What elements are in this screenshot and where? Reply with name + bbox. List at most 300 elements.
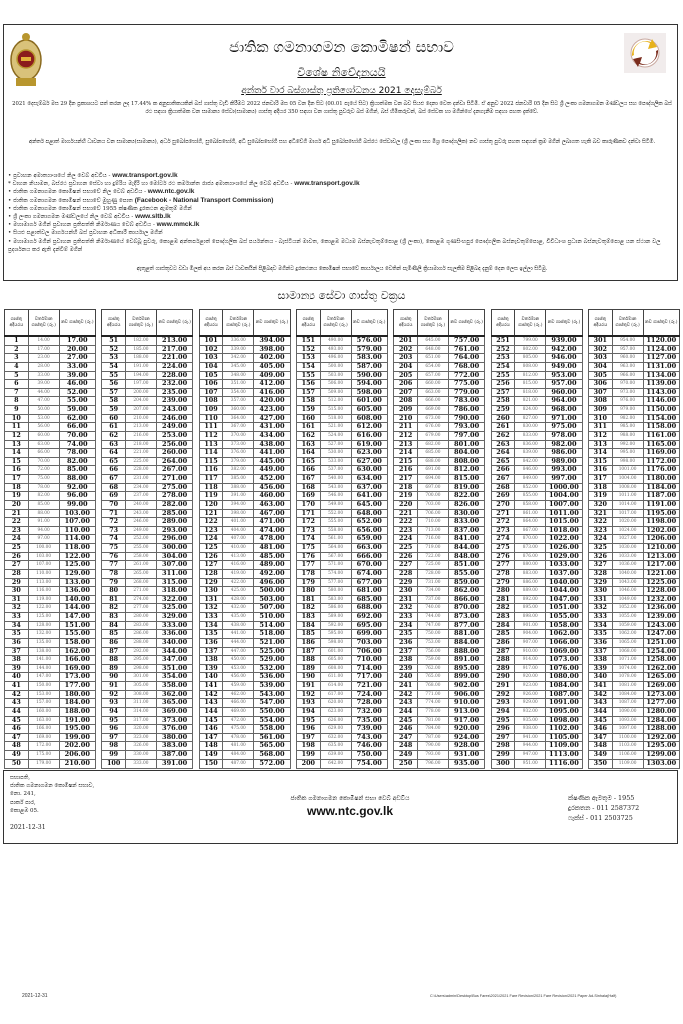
new-fare: 997.00: [546, 475, 582, 484]
current-fare: 963.00: [612, 362, 643, 371]
new-fare: 1000.00: [546, 483, 582, 492]
fare-stage: 158: [296, 397, 320, 406]
fare-stage: 253: [491, 354, 515, 363]
fare-stage: 311: [588, 423, 612, 432]
current-fare: 812.00: [515, 371, 546, 380]
current-fare: 172.00: [28, 742, 59, 751]
current-fare: 552.00: [320, 509, 351, 518]
new-fare: 862.00: [448, 587, 484, 596]
new-fare: 695.00: [351, 621, 387, 630]
table-row: [5, 380, 96, 389]
fare-stage: 86: [102, 638, 126, 647]
fare-stage: 95: [102, 716, 126, 725]
new-fare: 169.00: [59, 664, 95, 673]
new-fare: 1055.00: [546, 613, 582, 622]
fare-stage: 161: [296, 423, 320, 432]
current-fare: 97.00: [28, 535, 59, 544]
current-fare: 734.00: [417, 587, 448, 596]
current-fare: 153.00: [28, 690, 59, 699]
new-fare: 1284.00: [643, 716, 679, 725]
fare-stage: 346: [588, 725, 612, 734]
fare-stage: 323: [588, 526, 612, 535]
new-fare: 387.00: [156, 751, 192, 760]
current-fare: 506.00: [320, 380, 351, 389]
fare-stage: 272: [491, 518, 515, 527]
new-fare: 99.00: [59, 500, 95, 509]
fare-stage: 312: [588, 431, 612, 440]
fare-stage: 234: [394, 621, 418, 630]
fare-stage: 45: [5, 716, 29, 725]
current-fare: 225.00: [125, 457, 156, 466]
table-row: [102, 475, 193, 484]
new-fare: 819.00: [448, 483, 484, 492]
current-fare: 1093.00: [612, 716, 643, 725]
new-fare: 296.00: [156, 535, 192, 544]
fare-stage: 335: [588, 630, 612, 639]
fare-stage: 60: [102, 414, 126, 423]
fare-stage: 14: [5, 449, 29, 458]
current-fare: 125.00: [28, 613, 59, 622]
fare-stage: 65: [102, 457, 126, 466]
link-transport-state[interactable]: www.transport.gov.lk: [294, 180, 360, 188]
table-row: [588, 751, 679, 760]
fare-stage: 31: [5, 595, 29, 604]
current-fare: 323.00: [125, 733, 156, 742]
new-fare: 500.00: [254, 587, 290, 596]
current-fare: 122.00: [28, 604, 59, 613]
new-fare: 812.00: [448, 466, 484, 475]
new-fare: 529.00: [254, 656, 290, 665]
current-fare: 1052.00: [612, 604, 643, 613]
fare-stage: 53: [102, 354, 126, 363]
new-fare: 881.00: [448, 630, 484, 639]
fare-stage: 292: [491, 690, 515, 699]
new-fare: 1280.00: [643, 707, 679, 716]
fare-stage: 199: [296, 751, 320, 760]
table-row: [199, 518, 290, 527]
current-fare: 901.00: [515, 621, 546, 630]
link-ntc[interactable]: www.ntc.gov.lk: [147, 188, 195, 196]
new-fare: 1124.00: [643, 345, 679, 354]
fare-stage: 54: [102, 362, 126, 371]
table-row: [491, 751, 582, 760]
new-fare: 1018.00: [546, 526, 582, 535]
new-fare: 543.00: [254, 690, 290, 699]
new-fare: 391.00: [156, 759, 192, 768]
current-fare: 419.00: [223, 569, 254, 578]
list-item: • ශ්‍රී ලංකා ගමනාගමන මණ්ඩලයේ නිල වෙබ් අඩවිය - www.sltb.lk: [8, 213, 171, 221]
new-fare: 17.00: [59, 336, 95, 345]
fare-stage: 46: [5, 725, 29, 734]
current-fare: 453.00: [223, 664, 254, 673]
new-fare: 924.00: [448, 733, 484, 742]
table-row: [394, 380, 485, 389]
table-row: [199, 725, 290, 734]
fare-stage: 124: [199, 535, 223, 544]
new-fare: 1150.00: [643, 406, 679, 415]
table-row: [394, 449, 485, 458]
new-fare: 1210.00: [643, 544, 679, 553]
current-fare: 719.00: [417, 544, 448, 553]
new-fare: 307.00: [156, 561, 192, 570]
fare-stage: 103: [199, 354, 223, 363]
fare-stage: 44: [5, 707, 29, 716]
current-fare: 706.00: [417, 509, 448, 518]
fare-stage: 191: [296, 682, 320, 691]
current-fare: 533.00: [320, 457, 351, 466]
table-row: [394, 336, 485, 345]
new-fare: 783.00: [448, 397, 484, 406]
table-row: [296, 362, 387, 371]
new-fare: 888.00: [448, 647, 484, 656]
current-fare: 784.00: [417, 725, 448, 734]
current-fare: 91.00: [28, 518, 59, 527]
current-fare: 558.00: [320, 526, 351, 535]
fare-stage: 276: [491, 552, 515, 561]
fare-stage: 247: [394, 733, 418, 742]
table-row: [102, 500, 193, 509]
new-fare: 761.00: [448, 345, 484, 354]
fare-stage: 207: [394, 388, 418, 397]
new-fare: 848.00: [448, 552, 484, 561]
current-fare: 333.00: [125, 759, 156, 768]
new-fare: 931.00: [448, 751, 484, 760]
new-fare: 1176.00: [643, 466, 679, 475]
new-fare: 1087.00: [546, 690, 582, 699]
current-fare: 793.00: [417, 751, 448, 760]
current-fare: 1027.00: [612, 535, 643, 544]
fare-stage: 172: [296, 518, 320, 527]
table-row: [5, 759, 96, 768]
table-row: [102, 380, 193, 389]
new-fare: 971.00: [546, 414, 582, 423]
new-fare: 550.00: [254, 707, 290, 716]
current-fare: 1065.00: [612, 638, 643, 647]
fare-stage: 3: [5, 354, 29, 363]
table-row: [394, 475, 485, 484]
current-fare: 493.00: [320, 345, 351, 354]
new-fare: 118.00: [59, 544, 95, 553]
fare-stage: 164: [296, 449, 320, 458]
fare-stage: 258: [491, 397, 515, 406]
header-new-fare: නව ගාස්තුව (රු.): [546, 310, 582, 337]
fare-stage: 130: [199, 587, 223, 596]
current-fare: 175.00: [28, 751, 59, 760]
current-fare: 555.00: [320, 518, 351, 527]
table-row: [102, 613, 193, 622]
new-fare: 623.00: [351, 449, 387, 458]
new-fare: 1051.00: [546, 604, 582, 613]
new-fare: 278.00: [156, 492, 192, 501]
new-fare: 110.00: [59, 526, 95, 535]
link-facebook[interactable]: (Facebook - National Transport Commission): [134, 196, 274, 204]
new-fare: 568.00: [254, 751, 290, 760]
fare-stage: 347: [588, 733, 612, 742]
new-fare: 739.00: [351, 725, 387, 734]
fare-stage: 338: [588, 656, 612, 665]
fare-stage: 7: [5, 388, 29, 397]
new-fare: 1109.00: [546, 742, 582, 751]
current-fare: 231.00: [125, 475, 156, 484]
current-fare: 351.00: [223, 380, 254, 389]
new-fare: 162.00: [59, 647, 95, 656]
new-fare: 1091.00: [546, 699, 582, 708]
fare-stage: 187: [296, 647, 320, 656]
fare-stage: 275: [491, 544, 515, 553]
fare-stage: 302: [588, 345, 612, 354]
current-fare: 883.00: [515, 569, 546, 578]
current-fare: 796.00: [417, 759, 448, 768]
fare-stage: 336: [588, 638, 612, 647]
list-item: • සියළු පළාත්වල මාර්ගයන්හි බස් ප්‍රවාහන අධිකාරී කාර්යාල මගින්: [8, 230, 163, 237]
new-fare: 855.00: [448, 569, 484, 578]
new-fare: 1169.00: [643, 449, 679, 458]
fare-stage: 23: [5, 526, 29, 535]
fare-stage: 26: [5, 552, 29, 561]
new-fare: 173.00: [59, 673, 95, 682]
table-row: [588, 707, 679, 716]
current-fare: 135.00: [28, 638, 59, 647]
website-link[interactable]: www.ntc.gov.lk: [306, 804, 393, 818]
current-fare: 778.00: [417, 707, 448, 716]
fare-stage: 269: [491, 492, 515, 501]
current-fare: 345.00: [223, 362, 254, 371]
current-fare: 1071.00: [612, 656, 643, 665]
table-row: [102, 638, 193, 647]
new-fare: 764.00: [448, 354, 484, 363]
new-fare: 583.00: [351, 354, 387, 363]
new-fare: 1292.00: [643, 733, 679, 742]
new-fare: 420.00: [254, 397, 290, 406]
current-fare: 632.00: [320, 733, 351, 742]
new-fare: 652.00: [351, 518, 387, 527]
current-fare: 1055.00: [612, 613, 643, 622]
fare-stage: 133: [199, 613, 223, 622]
new-fare: 210.00: [59, 759, 95, 768]
fare-stage: 19: [5, 492, 29, 501]
fare-stage: 194: [296, 707, 320, 716]
fare-stage: 110: [199, 414, 223, 423]
header-stage: ගාස්තු අදියරය: [296, 310, 320, 337]
table-row: [296, 638, 387, 647]
current-fare: 1020.00: [612, 518, 643, 527]
new-fare: 746.00: [351, 742, 387, 751]
new-fare: 1299.00: [643, 751, 679, 760]
table-row: [296, 431, 387, 440]
link-sltb[interactable]: www.sltb.lk: [135, 213, 171, 221]
fare-stage: 78: [102, 569, 126, 578]
current-fare: 787.00: [417, 733, 448, 742]
table-row: [394, 431, 485, 440]
fare-stage: 24: [5, 535, 29, 544]
new-fare: 88.00: [59, 475, 95, 484]
fare-stage: 20: [5, 500, 29, 509]
table-row: [491, 544, 582, 553]
table-row: [199, 707, 290, 716]
new-fare: 1098.00: [546, 716, 582, 725]
new-fare: 325.00: [156, 604, 192, 613]
current-fare: 781.00: [417, 716, 448, 725]
list-item: • මහාමාර්ග මගීන් ප්‍රවාහන ප්‍රතිපත්ති නිර්මාණය වෙබ් අඩවිය - www.mmck.lk: [8, 221, 200, 229]
new-fare: 20.00: [59, 345, 95, 354]
fare-stage: 241: [394, 682, 418, 691]
current-fare: 163.00: [28, 716, 59, 725]
table-row: [491, 682, 582, 691]
new-fare: 1044.00: [546, 587, 582, 596]
table-row: [102, 759, 193, 768]
new-fare: 1073.00: [546, 656, 582, 665]
fare-stage: 41: [5, 682, 29, 691]
current-fare: 487.00: [223, 759, 254, 768]
table-row: [588, 725, 679, 734]
new-fare: 347.00: [156, 656, 192, 665]
fare-stage: 223: [394, 526, 418, 535]
link-mmck[interactable]: www.mmck.lk: [156, 221, 200, 229]
special-notice-heading: විශේෂ නිවේදනයයි: [297, 66, 386, 79]
fare-stage: 98: [102, 742, 126, 751]
fare-stage: 61: [102, 423, 126, 432]
new-fare: 369.00: [156, 707, 192, 716]
current-fare: 601.00: [320, 647, 351, 656]
new-fare: 772.00: [448, 371, 484, 380]
new-fare: 1011.00: [546, 509, 582, 518]
fare-stage: 309: [588, 406, 612, 415]
current-fare: 540.00: [320, 475, 351, 484]
current-fare: 873.00: [515, 544, 546, 553]
current-fare: 740.00: [417, 604, 448, 613]
new-fare: 975.00: [546, 423, 582, 432]
current-fare: 413.00: [223, 552, 254, 561]
current-fare: 861.00: [515, 509, 546, 518]
header-new-fare: නව ගාස්තුව (රු.): [448, 310, 484, 337]
fare-stage: 209: [394, 406, 418, 415]
fare-stage: 257: [491, 388, 515, 397]
new-fare: 1047.00: [546, 595, 582, 604]
fare-stage: 69: [102, 492, 126, 501]
new-fare: 409.00: [254, 371, 290, 380]
current-fare: 110.00: [28, 569, 59, 578]
new-fare: 1236.00: [643, 604, 679, 613]
new-fare: 1139.00: [643, 380, 679, 389]
current-fare: 213.00: [125, 423, 156, 432]
new-fare: 1161.00: [643, 431, 679, 440]
new-fare: 514.00: [254, 621, 290, 630]
new-fare: 775.00: [448, 380, 484, 389]
current-fare: 450.00: [223, 656, 254, 665]
fare-stage: 168: [296, 483, 320, 492]
new-fare: 1084.00: [546, 682, 582, 691]
fare-stage: 66: [102, 466, 126, 475]
table-row: [491, 638, 582, 647]
table-row: [394, 518, 485, 527]
fare-stage: 122: [199, 518, 223, 527]
fare-stage: 34: [5, 621, 29, 630]
fare-stage: 151: [296, 336, 320, 345]
current-fare: 973.00: [612, 388, 643, 397]
current-fare: 852.00: [515, 483, 546, 492]
new-fare: 757.00: [448, 336, 484, 345]
current-fare: 194.00: [125, 371, 156, 380]
fare-stage: 152: [296, 345, 320, 354]
fare-stage: 240: [394, 673, 418, 682]
fare-stage: 250: [394, 759, 418, 768]
new-fare: 1029.00: [546, 552, 582, 561]
current-fare: 842.00: [515, 457, 546, 466]
current-fare: 298.00: [125, 664, 156, 673]
fare-stage: 307: [588, 388, 612, 397]
fare-stage: 148: [199, 742, 223, 751]
fare-stage: 127: [199, 561, 223, 570]
list-item: • ජාතික ගමනාගමන කොමිෂන් සභාවේ මුහුණු පොත (Facebook - National Transport Commission): [8, 196, 274, 204]
table-row: [394, 707, 485, 716]
current-fare: 753.00: [417, 638, 448, 647]
new-fare: 957.00: [546, 380, 582, 389]
new-fare: 177.00: [59, 682, 95, 691]
new-fare: 412.00: [254, 380, 290, 389]
new-fare: 405.00: [254, 362, 290, 371]
current-fare: 808.00: [515, 362, 546, 371]
current-fare: 243.00: [125, 509, 156, 518]
table-row: [491, 613, 582, 622]
current-fare: 660.00: [417, 380, 448, 389]
fare-stage: 90: [102, 673, 126, 682]
table-row: [5, 362, 96, 371]
current-fare: 941.00: [515, 733, 546, 742]
fare-stage: 15: [5, 457, 29, 466]
current-fare: 985.00: [612, 423, 643, 432]
current-fare: 1097.00: [612, 725, 643, 734]
new-fare: 837.00: [448, 526, 484, 535]
table-row: [199, 544, 290, 553]
table-row: [199, 406, 290, 415]
current-fare: 858.00: [515, 500, 546, 509]
new-fare: 213.00: [156, 336, 192, 345]
fare-stage: 206: [394, 380, 418, 389]
link-transport[interactable]: www.transport.gov.lk: [112, 172, 178, 179]
page-title: ජාතික ගමනාගමන කොමිෂන් සභාව: [229, 38, 454, 56]
fare-stage: 195: [296, 716, 320, 725]
fare-stage: 288: [491, 656, 515, 665]
new-fare: 833.00: [448, 518, 484, 527]
fare-stage: 142: [199, 690, 223, 699]
fare-stage: 173: [296, 526, 320, 535]
current-fare: 271.00: [125, 587, 156, 596]
list-item: • ප්‍රවාහන අමාත්‍යාංශයේ නිල වෙබ් අඩවිය - www.transport.gov.lk: [8, 172, 178, 179]
current-fare: 892.00: [515, 595, 546, 604]
current-fare: 1036.00: [612, 561, 643, 570]
new-fare: 942.00: [546, 345, 582, 354]
new-fare: 1273.00: [643, 690, 679, 699]
new-fare: 300.00: [156, 544, 192, 553]
fare-stage: 1: [5, 336, 29, 345]
new-fare: 735.00: [351, 716, 387, 725]
fare-stage: 215: [394, 457, 418, 466]
new-fare: 630.00: [351, 466, 387, 475]
table-row: [491, 380, 582, 389]
current-fare: 166.00: [28, 725, 59, 734]
table-row: [5, 682, 96, 691]
print-date: 2021-12-31: [22, 993, 48, 999]
fare-stage: 96: [102, 725, 126, 734]
table-row: [588, 431, 679, 440]
fare-stage: 230: [394, 587, 418, 596]
fare-stage: 40: [5, 673, 29, 682]
new-fare: 1134.00: [643, 371, 679, 380]
table-row: [5, 431, 96, 440]
current-fare: 141.00: [28, 656, 59, 665]
current-fare: 771.00: [417, 690, 448, 699]
fare-stage: 75: [102, 544, 126, 553]
